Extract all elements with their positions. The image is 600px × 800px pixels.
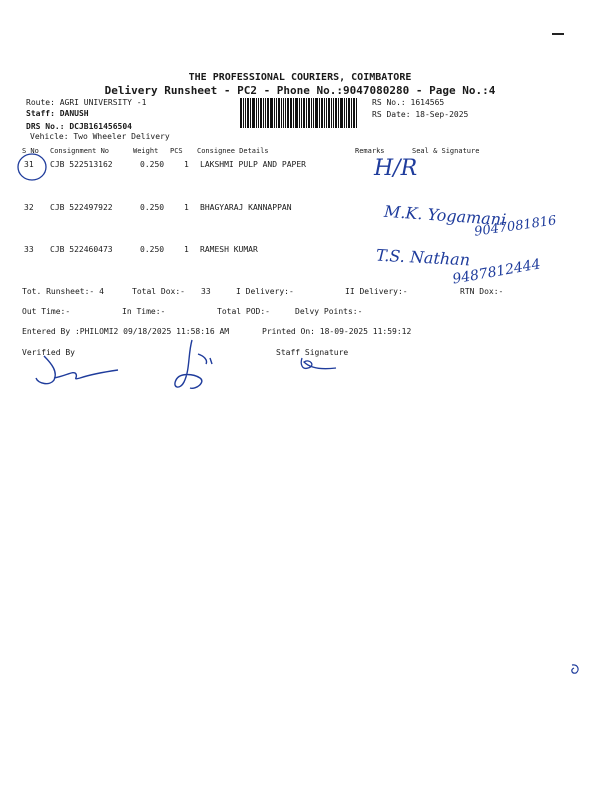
i-delivery: I Delivery:- bbox=[236, 287, 294, 296]
row-pcs: 1 bbox=[184, 160, 189, 169]
row-pcs: 1 bbox=[184, 245, 189, 254]
supervisor-signature bbox=[170, 334, 220, 394]
row-weight: 0.250 bbox=[140, 160, 165, 169]
col-sno: S No bbox=[22, 147, 39, 155]
delvy-points: Delvy Points:- bbox=[295, 307, 363, 316]
total-pod: Total POD:- bbox=[217, 307, 270, 316]
barcode-image bbox=[240, 98, 368, 128]
row-consignee: LAKSHMI PULP AND PAPER bbox=[200, 160, 306, 169]
row-weight: 0.250 bbox=[140, 245, 165, 254]
entered-by: Entered By :PHILOMI2 09/18/2025 11:58:16 AM bbox=[22, 327, 230, 336]
route-text: Route: AGRI UNIVERSITY -1 bbox=[26, 98, 147, 107]
col-consignment: Consignment No bbox=[50, 147, 110, 155]
vehicle-text: Vehicle: Two Wheeler Delivery bbox=[30, 132, 170, 141]
out-time: Out Time:- bbox=[22, 307, 71, 316]
company-title: THE PROFESSIONAL COURIERS, COIMBATORE bbox=[188, 72, 412, 83]
row-sno: 33 bbox=[24, 245, 34, 254]
row-consignee: RAMESH KUMAR bbox=[200, 245, 258, 254]
circle-mark bbox=[15, 150, 55, 190]
runsheet-subtitle: Delivery Runsheet - PC2 - Phone No.:9047080280 - Page No.:4 bbox=[104, 84, 496, 97]
staff-signature bbox=[296, 354, 346, 378]
col-consignee: Consignee Details bbox=[197, 147, 269, 155]
handwritten-remark: H/R bbox=[374, 156, 418, 181]
drs-number: DRS No.: DCJB161456504 bbox=[26, 122, 132, 131]
row-sno: 31 bbox=[24, 160, 34, 169]
col-seal-signature: Seal & Signature bbox=[412, 147, 480, 155]
corner-mark bbox=[552, 33, 564, 35]
handwritten-phone: 9047081816 bbox=[473, 213, 558, 240]
row-weight: 0.250 bbox=[140, 203, 165, 212]
stray-mark bbox=[568, 662, 582, 676]
handwritten-signature: M.K. Yogamani bbox=[383, 201, 507, 230]
row-sno: 32 bbox=[24, 203, 34, 212]
handwritten-phone: 9487812444 bbox=[451, 256, 542, 288]
row-consignee: BHAGYARAJ KANNAPPAN bbox=[200, 203, 292, 212]
rs-number: RS No.: 1614565 bbox=[372, 98, 445, 107]
tot-runsheet: Tot. Runsheet:- 4 bbox=[22, 287, 104, 296]
col-remarks: Remarks bbox=[355, 147, 385, 155]
verifier-signature bbox=[32, 350, 122, 390]
verified-by-label: Verified By bbox=[22, 348, 75, 357]
row-pcs: 1 bbox=[184, 203, 189, 212]
rtn-dox: RTN Dox:- bbox=[460, 287, 504, 296]
in-time: In Time:- bbox=[122, 307, 166, 316]
ii-delivery: II Delivery:- bbox=[345, 287, 408, 296]
row-consignment-no: CJB 522513162 bbox=[50, 160, 113, 169]
printed-on: Printed On: 18-09-2025 11:59:12 bbox=[262, 327, 412, 336]
col-pcs: PCS bbox=[170, 147, 183, 155]
total-dox-label: Total Dox:- bbox=[132, 287, 185, 296]
staff-text: Staff: DANUSH bbox=[26, 109, 89, 118]
row-consignment-no: CJB 522497922 bbox=[50, 203, 113, 212]
handwritten-signature: T.S. Nathan bbox=[375, 245, 471, 270]
row-consignment-no: CJB 522460473 bbox=[50, 245, 113, 254]
col-weight: Weight bbox=[133, 147, 159, 155]
staff-signature-label: Staff Signature bbox=[276, 348, 349, 357]
total-dox-value: 33 bbox=[201, 287, 211, 296]
rs-date: RS Date: 18-Sep-2025 bbox=[372, 110, 469, 119]
